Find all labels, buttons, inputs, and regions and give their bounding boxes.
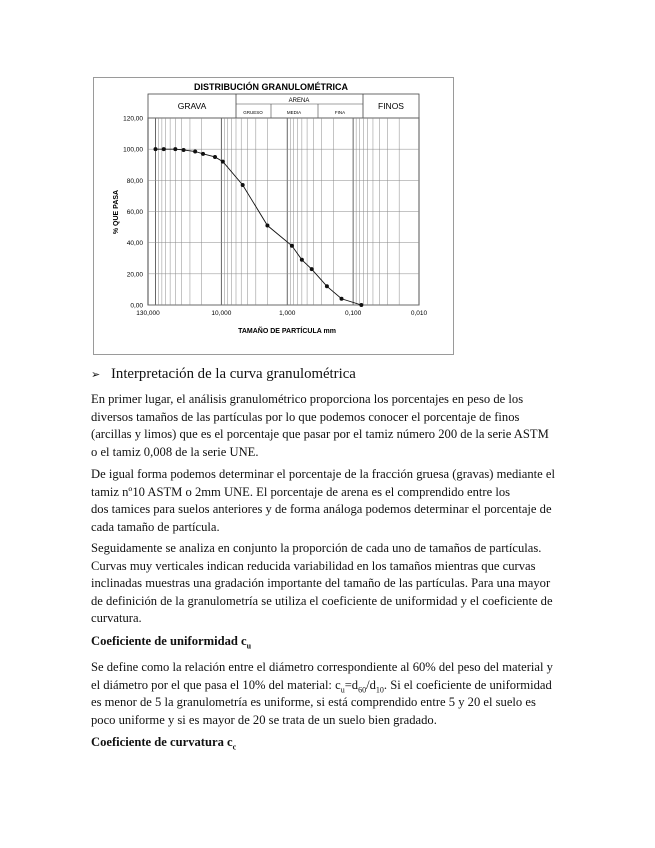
- paragraph-line: diversos tamaños de las partículas por lo que podemos conocer el porcentaje de finos: [91, 409, 520, 424]
- paragraph-line: es menor de 5 la granulometría es uniforme, si está comprendido entre 5 y 20 el suelo es: [91, 695, 536, 710]
- y-tick-label: 20,00: [126, 271, 143, 279]
- data-point: [154, 147, 158, 151]
- data-point: [265, 224, 269, 228]
- paragraph-line: curvatura.: [91, 611, 142, 626]
- granulometry-chart: [93, 77, 454, 355]
- paragraph-line: o el tamiz 0,008 de la serie UNE.: [91, 444, 259, 459]
- band-arena: ARENA: [288, 98, 310, 104]
- curvature-heading: [91, 734, 565, 752]
- section-heading: [91, 364, 565, 385]
- curvature-heading-text: Coeficiente de curvatura c: [91, 735, 233, 749]
- x-tick-label: 0,010: [410, 310, 428, 317]
- data-point: [193, 150, 197, 154]
- paragraph-analisis: [91, 540, 565, 628]
- data-point: [325, 284, 329, 288]
- data-point: [221, 160, 225, 164]
- data-point: [359, 303, 363, 307]
- data-point: [241, 183, 245, 187]
- band-finos: FINOS: [378, 101, 404, 111]
- y-tick-label: 100,00: [123, 146, 143, 154]
- paragraph-line-formula: el diámetro por el que pasa el 10% del material: $c_u=d_{60}/d_{10}$. Si el coeficiente de uniformidad: [91, 677, 552, 695]
- data-point: [213, 155, 217, 159]
- arrow-bullet-icon: ➢: [91, 368, 101, 381]
- band-grueso: GRUESO: [243, 110, 263, 115]
- paragraph-line: Curvas muy verticales indican reducida variabilidad en los tamaños mientras que curvas: [91, 558, 536, 573]
- paragraph-line: cada tamaño de partícula.: [91, 519, 220, 534]
- x-tick-label: 10,000: [211, 310, 232, 317]
- curvature-heading-sub: c: [232, 742, 237, 752]
- paragraph-line: tamiz nº10 ASTM o 2mm UNE. El porcentaje de arena es el comprendido entre los: [91, 484, 511, 499]
- band-media: MEDIA: [286, 110, 302, 115]
- paragraph-gravas: [91, 466, 565, 536]
- paragraph-uniformidad: [91, 659, 565, 729]
- band-fina: FINA: [334, 110, 346, 115]
- uniformity-heading: [91, 633, 565, 651]
- y-tick-label: 40,00: [126, 240, 143, 248]
- uniformity-heading-text: Coeficiente de uniformidad c: [91, 634, 247, 648]
- paragraph-line: Se define como la relación entre el diámetro correspondiente al 60% del peso del material y: [91, 660, 553, 674]
- data-point: [162, 147, 166, 151]
- paragraph-line: inclinadas muestras una gradación importante del tamaño de las partículas. Para una mayor: [91, 576, 551, 591]
- data-point: [290, 244, 294, 248]
- paragraph-line: (arcillas y limos) que es el porcentaje que pasar por el tamiz número 200 de la serie ASTM: [91, 427, 549, 442]
- x-tick-label: 130,000: [136, 310, 160, 317]
- y-tick-label: 60,00: [126, 209, 143, 216]
- section-heading-text: Interpretación de la curva granulométrica: [111, 366, 356, 382]
- data-point: [310, 267, 314, 271]
- y-tick-label: 80,00: [126, 177, 143, 185]
- paragraph-line: Seguidamente se analiza en conjunto la proporción de cada uno de tamaños de partículas.: [91, 541, 542, 555]
- y-tick-label: 0,00: [130, 302, 143, 310]
- data-point: [340, 297, 344, 301]
- x-axis-label: TAMAÑO DE PARTÍCULA mm: [238, 328, 336, 335]
- x-tick-label: 0,100: [344, 310, 362, 317]
- paragraph-line: de definición de la granulometría se utiliza el coeficiente de uniformidad y el coeficiente de: [91, 593, 553, 608]
- paragraph-line: En primer lugar, el análisis granulométrico proporciona los porcentajes en peso de los: [91, 392, 524, 406]
- band-grava: GRAVA: [177, 101, 207, 111]
- uniformity-heading-sub: u: [246, 641, 252, 651]
- chart-title: DISTRIBUCIÓN GRANULOMÉTRICA: [194, 82, 348, 92]
- data-point: [182, 148, 186, 152]
- x-tick-label: 1,000: [279, 310, 296, 317]
- paragraph-line: De igual forma podemos determinar el porcentaje de la fracción gruesa (gravas) mediante el: [91, 467, 556, 481]
- data-point: [173, 147, 177, 151]
- y-tick-label: 120,00: [123, 115, 143, 123]
- paragraph-line: poco uniforme y si es mayor de 20 se trata de un suelo bien gradado.: [91, 712, 437, 727]
- paragraph-line: dos tamices para suelos anteriores y de forma análoga podemos determinar el porcentaje de: [91, 502, 552, 517]
- y-axis-label: % QUE PASA: [113, 189, 120, 235]
- data-point: [201, 152, 205, 156]
- paragraph-finos: [91, 391, 565, 461]
- granulometry-figure: [93, 77, 454, 355]
- data-point: [300, 258, 304, 262]
